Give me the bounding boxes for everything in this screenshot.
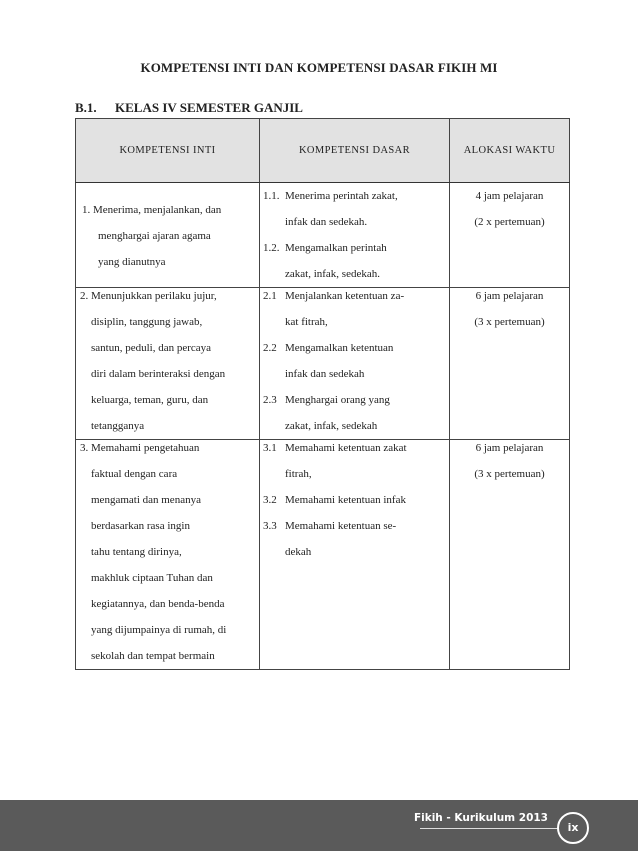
ki-line: 2. Menunjukkan perilaku jujur, (80, 290, 217, 302)
ki-line: berdasarkan rasa ingin (91, 520, 190, 532)
ki-line: disiplin, tanggung jawab, (91, 316, 203, 328)
kd-line: Memahami ketentuan se- (285, 520, 397, 532)
section-title: KELAS IV SEMESTER GANJIL (115, 100, 303, 115)
ki-line: tahu tentang dirinya, (91, 546, 182, 558)
ki-cell (76, 183, 260, 288)
ki-cell (76, 440, 260, 670)
kd-cell (260, 440, 450, 670)
alokasi-hours: 6 jam pelajaran (475, 290, 544, 302)
kd-line: Menghargai orang yang (285, 394, 390, 406)
kd-line: Mengamalkan perintah (285, 242, 387, 254)
ki-line: yang dianutnya (98, 256, 166, 268)
kd-line: Memahami ketentuan zakat (285, 442, 407, 454)
kd-number: 1.1. (263, 190, 280, 202)
kd-line: infak dan sedekah. (285, 216, 368, 228)
kd-line: Memahami ketentuan infak (285, 494, 406, 506)
kd-cell (260, 288, 450, 440)
ki-line: santun, peduli, dan percaya (91, 342, 212, 354)
kd-number: 2.3 (263, 394, 277, 406)
ki-line: tetangganya (91, 420, 145, 432)
ki-line: menghargai ajaran agama (98, 230, 211, 242)
ki-line: 1. Menerima, menjalankan, dan (82, 204, 222, 216)
kd-line: infak dan sedekah (285, 368, 365, 380)
alokasi-cell (450, 183, 570, 288)
kd-number: 3.3 (263, 520, 277, 532)
competency-table (75, 118, 570, 670)
footer-book-title: Fikih - Kurikulum 2013 (413, 812, 548, 824)
page-footer (0, 800, 638, 851)
kd-line: Mengamalkan ketentuan (285, 342, 394, 354)
table-row (76, 288, 570, 440)
kd-line: zakat, infak, sedekah (285, 420, 378, 432)
section-heading (75, 100, 303, 116)
kd-line: fitrah, (285, 468, 312, 480)
alokasi-meetings: (2 x pertemuan) (474, 216, 545, 228)
alokasi-cell (450, 440, 570, 670)
page-number: ix (557, 812, 589, 844)
ki-line: keluarga, teman, guru, dan (91, 394, 209, 406)
kd-number: 3.2 (263, 494, 277, 506)
document-title: KOMPETENSI INTI DAN KOMPETENSI DASAR FIKIH MI (140, 60, 498, 75)
ki-cell (76, 288, 260, 440)
ki-line: mengamati dan menanya (91, 494, 201, 506)
ki-line: faktual dengan cara (91, 468, 178, 480)
alokasi-meetings: (3 x pertemuan) (474, 316, 545, 328)
kd-line: zakat, infak, sedekah. (285, 268, 380, 280)
alokasi-cell (450, 288, 570, 440)
ki-line: 3. Memahami pengetahuan (80, 442, 200, 454)
footer-divider (420, 828, 558, 829)
ki-line: yang dijumpainya di rumah, di (91, 624, 227, 636)
kd-line: dekah (285, 546, 312, 558)
section-number: B.1. (75, 100, 97, 115)
alokasi-hours: 4 jam pelajaran (475, 190, 544, 202)
kd-number: 1.2. (263, 242, 280, 254)
kd-number: 2.2 (263, 342, 277, 354)
header-alokasi-waktu: ALOKASI WAKTU (450, 119, 570, 183)
alokasi-hours: 6 jam pelajaran (475, 442, 544, 454)
table-row (76, 183, 570, 288)
kd-line: Menerima perintah zakat, (285, 190, 398, 202)
kd-cell (260, 183, 450, 288)
ki-line: makhluk ciptaan Tuhan dan (91, 572, 213, 584)
kd-number: 2.1 (263, 290, 277, 302)
table-header-row (76, 119, 570, 183)
table-row (76, 440, 570, 670)
kd-number: 3.1 (263, 442, 277, 454)
kd-line: Menjalankan ketentuan za- (285, 290, 405, 302)
header-kompetensi-inti: KOMPETENSI INTI (76, 119, 260, 183)
header-kompetensi-dasar: KOMPETENSI DASAR (260, 119, 450, 183)
alokasi-meetings: (3 x pertemuan) (474, 468, 545, 480)
ki-line: diri dalam berinteraksi dengan (91, 368, 226, 380)
ki-line: sekolah dan tempat bermain (91, 650, 215, 662)
ki-line: kegiatannya, dan benda-benda (91, 598, 225, 610)
kd-line: kat fitrah, (285, 316, 328, 328)
